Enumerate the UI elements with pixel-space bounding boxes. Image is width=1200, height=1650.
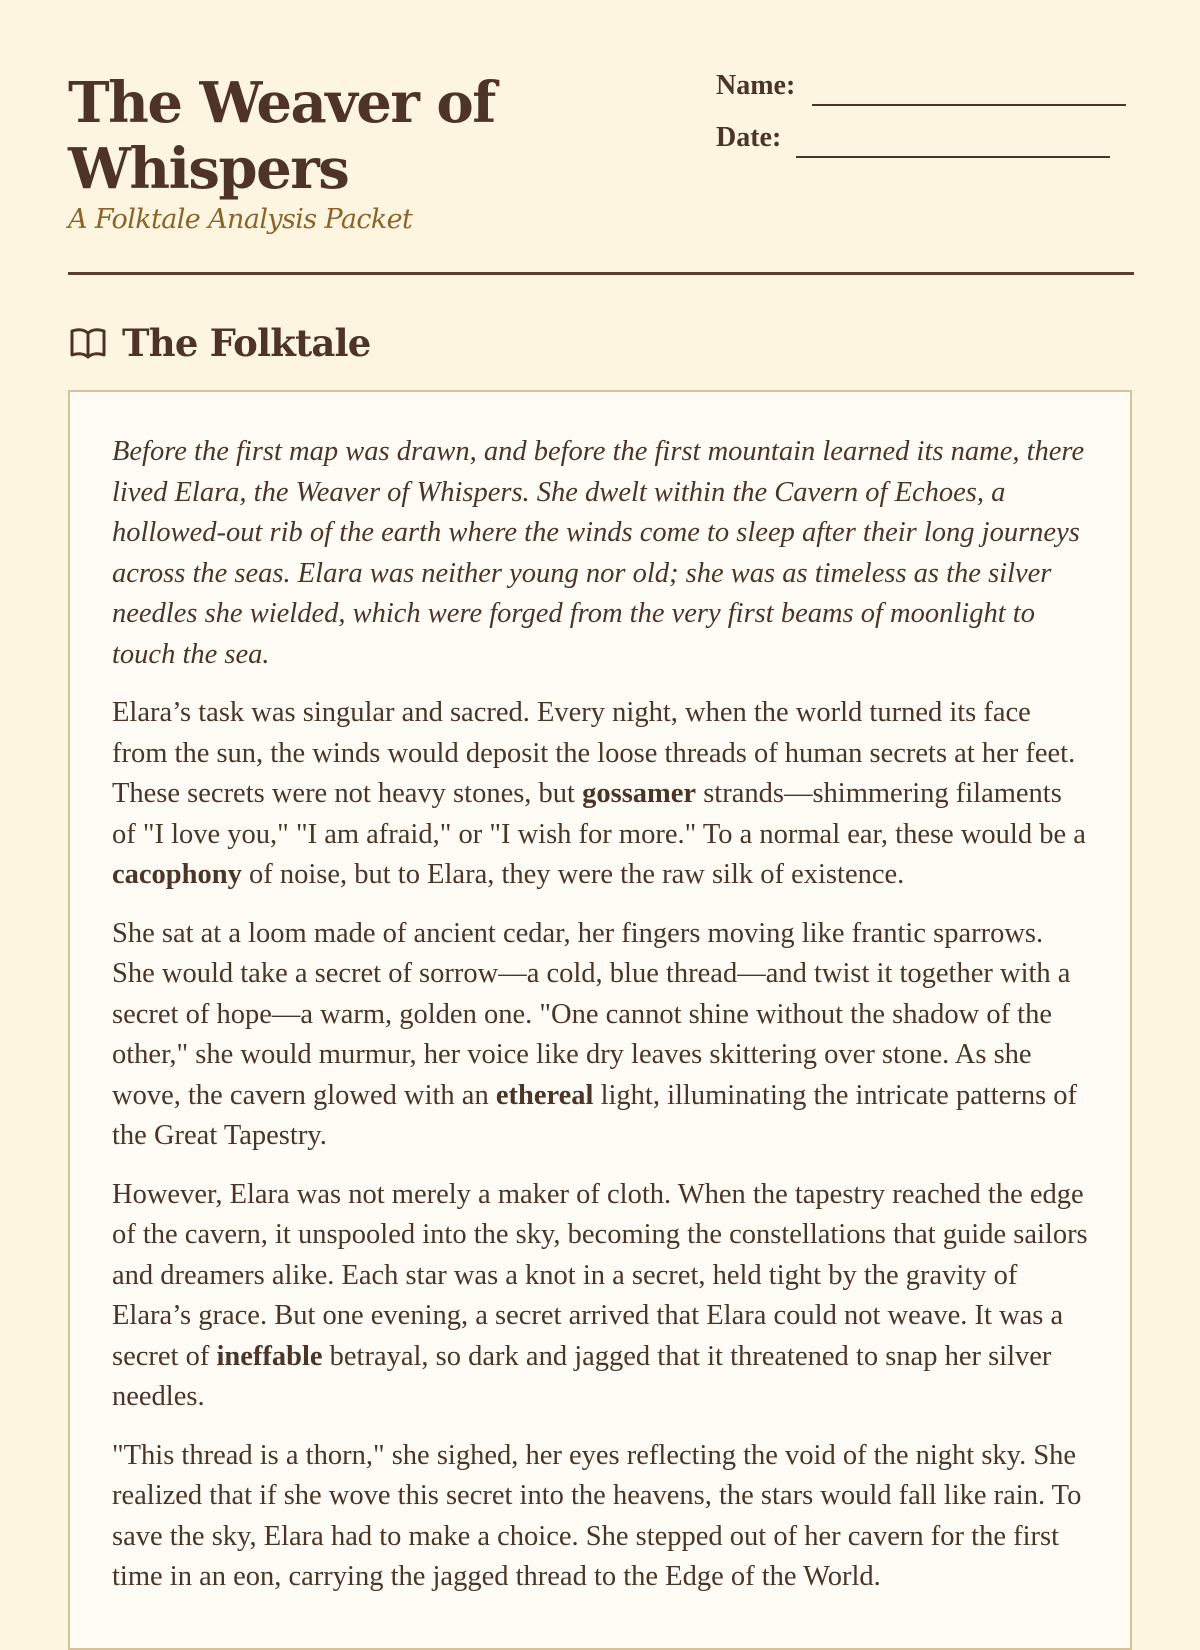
page-title: The Weaver of Whispers xyxy=(68,70,495,202)
text-span: betrayal, so dark and jagged that it threatened to snap her silver needles. xyxy=(112,1340,1052,1412)
text-span: Elara’s task was singular and sacred. Every night, when the world turned its face from the sun, the winds would deposit the loose threads of human secrets at her feet. These secrets were not heavy stones, but xyxy=(112,697,1076,809)
text-span: She sat at a loom made of ancient cedar, her fingers moving like frantic sparrows. She would take a secret of sorrow—a cold, blue thread—and twist it together with a secret of hope—a warm, golden one. "One cannot shine without the shadow of the other," she would murmur, her voice like dry leaves skittering over stone. As she wove, the cavern glowed with an xyxy=(112,917,1071,1111)
story-paragraph xyxy=(112,1175,1090,1418)
date-field[interactable] xyxy=(796,156,1110,158)
worksheet-page xyxy=(68,0,1134,1592)
date-label: Date: xyxy=(716,122,782,153)
text-span: of noise, but to Elara, they were the raw silk of existence. xyxy=(241,859,905,890)
text-span: However, Elara was not merely a maker of cloth. When the tapestry reached the edge of the cavern, it unspooled into the sky, becoming the constellations that guide sailors and dreamers alike. Each star was a knot in a secret, held tight by the gravity of Elara’s grace. But one evening, a secret arrived that Elara could not weave. It was a secret of xyxy=(112,1178,1088,1372)
story-paragraph xyxy=(112,914,1090,1157)
page-subtitle: A Folktale Analysis Packet xyxy=(68,204,413,235)
name-field[interactable] xyxy=(812,104,1126,106)
vocab-word: ethereal xyxy=(495,1079,594,1111)
story-box xyxy=(68,390,1132,1650)
text-span: light, illuminating the intricate patterns of the Great Tapestry. xyxy=(112,1079,1078,1151)
story-paragraph: "This thread is a thorn," she sighed, her eyes reflecting the void of the night sky. She realized that if she wove this secret into the heavens, the stars would fall like rain. To save the sky, Elara had to make a choice. She stepped out of her cavern for the first time in an eon, carrying the jagged thread to the Edge of the World. xyxy=(112,1439,1082,1592)
section-title: The Folktale xyxy=(122,321,371,365)
vocab-word: ineffable xyxy=(216,1340,323,1372)
vocab-word: cacophony xyxy=(112,859,242,890)
text-span: strands—shimmering filaments of "I love you," "I am afraid," or "I wish for more." To a normal ear, these would be a xyxy=(112,778,1086,850)
story-paragraph-intro: Before the first map was drawn, and before the first mountain learned its name, there lived Elara, the Weaver of Whispers. She dwelt within the Cavern of Echoes, a hollowed-out rib of the earth where the winds come to sleep after their long journeys across the seas. Elara was neither young nor old; she was as timeless as the silver needles she wielded, which were forged from the very first beams of moonlight to touch the sea. xyxy=(112,436,1085,670)
vocab-word: gossamer xyxy=(582,778,697,809)
section-header xyxy=(68,318,371,368)
story-paragraph xyxy=(112,693,1090,896)
name-label: Name: xyxy=(716,70,796,101)
header-divider xyxy=(68,272,1134,275)
header xyxy=(68,0,1134,365)
open-book-icon xyxy=(68,325,108,361)
